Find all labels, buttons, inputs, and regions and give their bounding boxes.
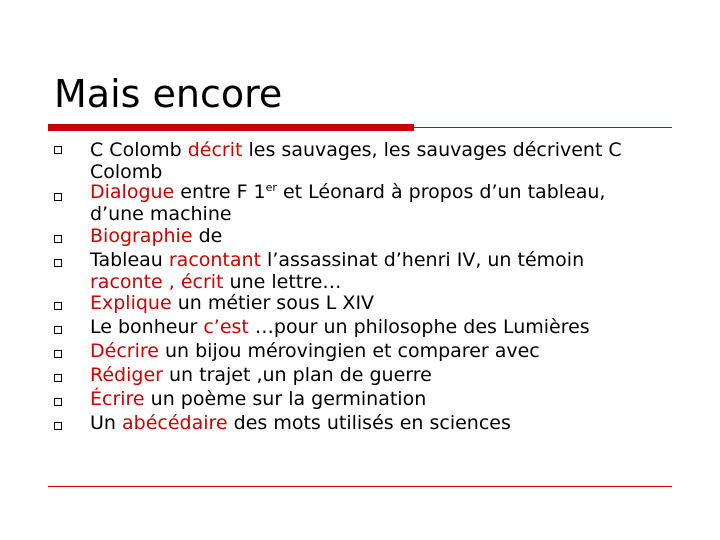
bullet-square-icon bbox=[54, 235, 62, 243]
bullet-square-icon bbox=[54, 374, 62, 382]
item-text: un poème sur la germination bbox=[144, 388, 427, 410]
bullet-square-icon bbox=[54, 259, 62, 267]
item-highlight: Rédiger bbox=[90, 364, 163, 386]
item-text: les sauvages, les sauvages décrivent C bbox=[242, 139, 622, 161]
item-text: et Léonard à propos d’un tableau, bbox=[276, 181, 606, 203]
bullet-square-icon bbox=[54, 302, 62, 310]
item-highlight: racontant bbox=[168, 249, 262, 271]
item-text: une lettre… bbox=[223, 271, 342, 293]
item-highlight: Dialogue bbox=[90, 181, 175, 203]
list-item bbox=[90, 181, 690, 225]
item-text: Colomb bbox=[90, 161, 163, 183]
item-superscript: er bbox=[265, 181, 277, 194]
item-highlight: c’est bbox=[203, 316, 249, 338]
list-item bbox=[90, 412, 690, 434]
item-text: de bbox=[192, 225, 223, 247]
item-text: Un bbox=[90, 412, 122, 434]
bullet-square-icon bbox=[54, 422, 62, 430]
list-item bbox=[90, 139, 690, 183]
item-text: …pour un philosophe des Lumières bbox=[248, 316, 590, 338]
item-text: entre F 1 bbox=[174, 181, 266, 203]
list-item bbox=[90, 316, 690, 338]
list-item bbox=[90, 364, 690, 386]
list-item bbox=[90, 249, 690, 293]
bullet-square-icon bbox=[54, 326, 62, 334]
list-item bbox=[90, 340, 690, 362]
item-text: un bijou mérovingien et comparer avec bbox=[158, 340, 540, 362]
item-highlight: Explique bbox=[90, 292, 172, 314]
list-item bbox=[90, 388, 690, 410]
slide-title: Mais encore bbox=[54, 72, 283, 116]
item-text: l’assassinat d’henri IV, un témoin bbox=[261, 249, 585, 271]
item-highlight: raconte , écrit bbox=[90, 271, 224, 293]
title-underline-accent bbox=[48, 124, 414, 131]
item-text: un métier sous L XIV bbox=[171, 292, 375, 314]
bullet-square-icon bbox=[54, 398, 62, 406]
item-text: C Colomb bbox=[90, 139, 188, 161]
item-highlight: Écrire bbox=[90, 388, 145, 410]
item-highlight: Biographie bbox=[90, 225, 193, 247]
item-text: des mots utilisés en sciences bbox=[227, 412, 511, 434]
bullet-square-icon bbox=[54, 193, 62, 201]
list-item bbox=[90, 292, 690, 314]
item-text: un trajet ,un plan de guerre bbox=[162, 364, 432, 386]
item-text: Tableau bbox=[90, 249, 169, 271]
item-highlight: abécédaire bbox=[122, 412, 228, 434]
item-text: d’une machine bbox=[90, 203, 232, 225]
item-text: Le bonheur bbox=[90, 316, 204, 338]
bullet-square-icon bbox=[54, 350, 62, 358]
bullet-square-icon bbox=[54, 146, 62, 154]
item-highlight: décrit bbox=[187, 139, 243, 161]
footer-rule bbox=[48, 486, 672, 487]
list-item bbox=[90, 225, 690, 247]
item-highlight: Décrire bbox=[90, 340, 159, 362]
